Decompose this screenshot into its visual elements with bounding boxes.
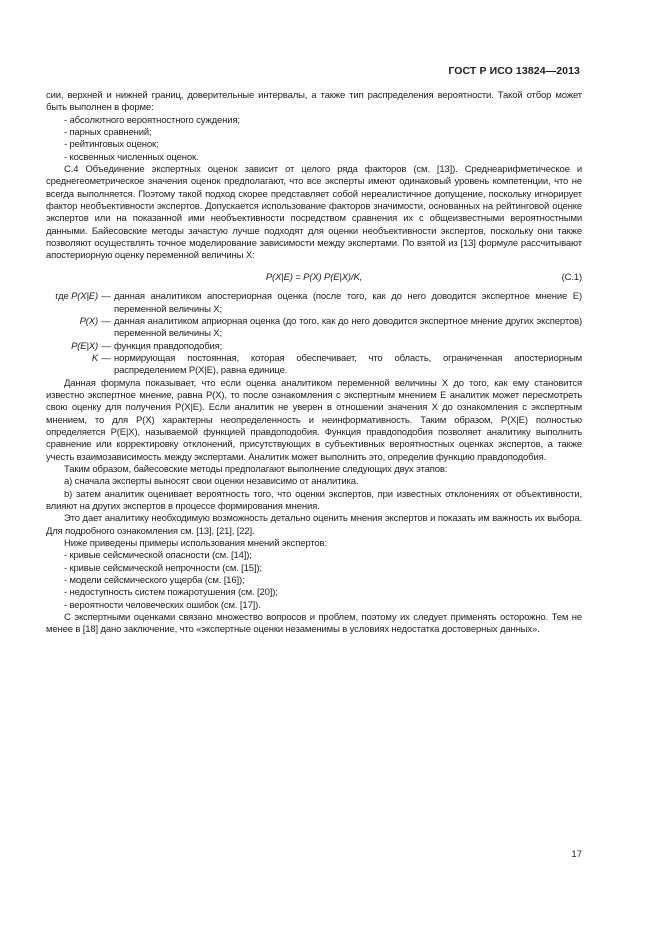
examples-intro-paragraph: Ниже приведены примеры использования мнений экспертов: xyxy=(64,538,327,550)
list-item: - модели сейсмического ущерба (см. [16]); xyxy=(64,575,245,587)
where-symbol: P(X) xyxy=(79,315,98,327)
where-symbol: P(E|X) xyxy=(71,340,98,352)
where-description: данная аналитиком априорная оценка (до того, как до него доводится экспертное мнение других экспертов) переменной величины X; xyxy=(114,315,582,340)
where-row xyxy=(46,341,582,353)
where-symbol: где P(X|E) xyxy=(55,291,98,303)
list-item: - абсолютного вероятностного суждения; xyxy=(64,114,240,126)
list-item: - вероятности человеческих ошибок (см. [17]). xyxy=(64,599,261,611)
benefit-paragraph: Это дает аналитику необходимую возможность детально оценить мнения экспертов и показать им важность их выбора. Для подробного ознакомления см. [13], [21], [22]. xyxy=(46,513,582,537)
formula-row xyxy=(46,272,582,284)
formula-explanation-paragraph: Данная формула показывает, что если оценка аналитиком переменной величины X до того, как ему становится известно экспертное мнение, равна P(X), то после ознакомления с экспертным мнением E аналитик может пересмотреть свою оценку для получения P(X|E). Если аналитик не уверен в отношении значения X до ознакомления с экспертным мнением, то для P(X) характерны неопределенность и неинформативность. Таким образом, P(X|E) полностью определяется P(E|X), называемой функцией правдоподобия. Функция правдоподобия позволяет аналитику выполнить сравнение или корректировку отклонений, присутствующих в субъективных вероятностных оценках экспертов, а также учесть взаимозависимость между экспертами. Аналитик может выполнить это, определив функцию правдоподобия. xyxy=(46,377,582,463)
formula-where-block xyxy=(46,291,582,377)
step-item-a: a) сначала эксперты выносят свои оценки независимо от аналитика. xyxy=(64,476,359,488)
caution-paragraph: С экспертными оценками связано множество вопросов и проблем, поэтому их следует применять осторожно. Тем не менее в [18] дано заключение, что «экспертные оценки незаменимы в условиях недостатка достоверных данных». xyxy=(46,612,582,636)
where-row xyxy=(46,353,582,378)
formula-number: (С.1) xyxy=(561,271,582,283)
dash-separator: — xyxy=(101,340,111,352)
list-item: - кривые сейсмической опасности (см. [14]); xyxy=(64,550,252,562)
where-description: нормирующая постоянная, которая обеспечивает, что область, ограниченная апостериорным распределением P(X|E), равна единице. xyxy=(114,352,582,377)
stages-intro-paragraph: Таким образом, байесовские методы предполагают выполнение следующих двух этапов: xyxy=(64,463,448,475)
where-symbol: K xyxy=(91,352,98,364)
where-row xyxy=(46,316,582,341)
page-number: 17 xyxy=(571,849,582,860)
dash-separator: — xyxy=(101,291,111,303)
where-row xyxy=(46,291,582,316)
document-body xyxy=(46,90,582,637)
list-item: - косвенных численных оценок. xyxy=(64,151,199,163)
dash-separator: — xyxy=(101,352,111,364)
list-item: - недоступность систем пожаротушения (см. [20]); xyxy=(64,587,278,599)
clause-c4-paragraph: С.4 Объединение экспертных оценок зависит от целого ряда факторов (см. [13]). Среднеарифметическое и среднегеометрическое значения оценок предполагают, что все эксперты имеют одинаковый уровень компетенции, что не всегда выполняется. Поэтому такой подход скорее представляет собой нереалистичное допущение, поскольку игнорирует фактор необъективности экспертов. Допускается использование факторов значимости, основанных на рейтинговой оценке экспертов или на показанной ими необъективности посредством сравнения их с общеизвестными вероятностными данными. Байесовские методы зачастую лучше подходят для оценки необъективности экспертов, поскольку они также позволяют осуществлять точное моделирование зависимости между экспертами. По взятой из [13] формуле рассчитывают апостериорную оценку переменной величины X: xyxy=(46,164,582,262)
where-description: данная аналитиком апостериорная оценка (после того, как до него доводится экспертное мнение E) переменной величины X; xyxy=(114,291,582,315)
where-prefix: где xyxy=(55,291,72,303)
list-item: - кривые сейсмической непрочности (см. [15]); xyxy=(64,562,262,574)
continued-paragraph: сии, верхней и нижней границ, доверительные интервалы, а также тип распределения вероятности. Такой отбор может быть выполнен в форме: xyxy=(46,90,582,114)
document-header: ГОСТ Р ИСО 13824—2013 xyxy=(448,65,580,77)
where-description: функция правдоподобия; xyxy=(114,340,223,352)
step-item-b: b) затем аналитик оценивает вероятность того, что оценки экспертов, при известных отклонениях от объективности, влияют на других экспертов в процессе формирования мнения. xyxy=(46,488,582,512)
formula-expression: P(X|E) = P(X) P(E|X)/K, xyxy=(265,271,363,283)
list-item: - парных сравнений; xyxy=(64,127,152,139)
list-item: - рейтинговых оценок; xyxy=(64,139,159,151)
dash-separator: — xyxy=(101,315,111,327)
